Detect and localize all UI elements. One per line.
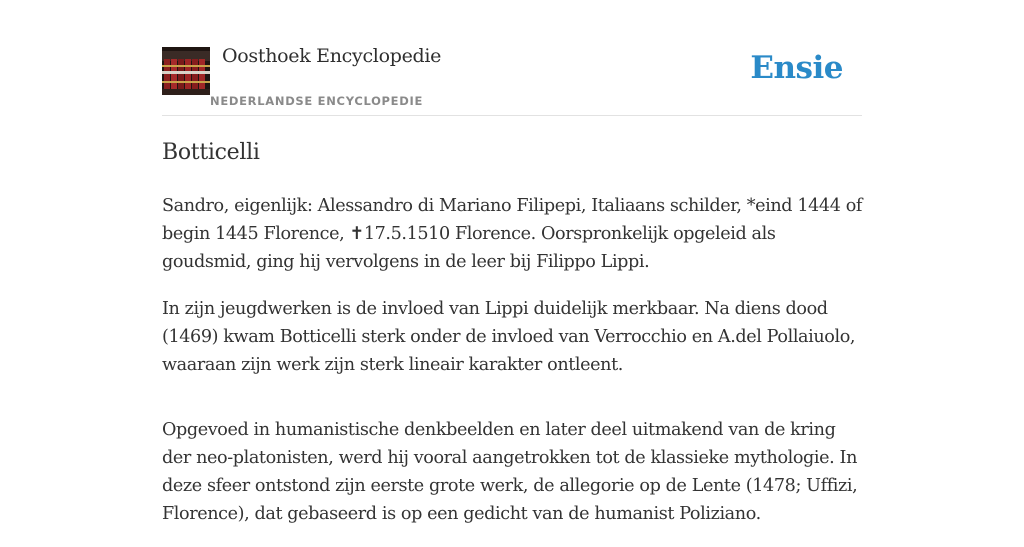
article-paragraph: Opgevoed in humanistische denkbeelden en later deel uitmakend van de kring der neo-platonisten, werd hij vooral aangetrokken tot de klassieke mythologie. In deze sfeer ontstond zijn eerste grote werk, de allegorie op de Lente (1478; Uffizi, Florence), dat gebaseerd is op een gedicht van de humanist Poliziano. <box>162 420 858 524</box>
article-title: Botticelli <box>162 140 260 165</box>
site-subtitle: NEDERLANDSE ENCYCLOPEDIE <box>210 94 424 108</box>
article-paragraph: Sandro, eigenlijk: Alessandro di Mariano Filipepi, Italiaans schilder, *eind 1444 of begin 1445 Florence, ✝17.5.1510 Florence. Oorspronkelijk opgeleid als goudsmid, ging hij vervolgens in de leer bij Filippo Lippi. <box>162 196 862 272</box>
page-container <box>162 0 862 524</box>
site-header <box>162 0 862 116</box>
encyclopedia-books-icon[interactable] <box>162 47 210 95</box>
article-paragraph: In zijn jeugdwerken is de invloed van Lippi duidelijk merkbaar. Na diens dood (1469) kwam Botticelli sterk onder de invloed van Verrocchio en A.del Pollaiuolo, waaraan zijn werk zijn sterk lineair karakter ontleent. <box>162 299 856 375</box>
brand-logo[interactable]: Ensie <box>750 50 843 86</box>
article-body <box>162 192 862 547</box>
site-name[interactable]: Oosthoek Encyclopedie <box>222 45 442 67</box>
